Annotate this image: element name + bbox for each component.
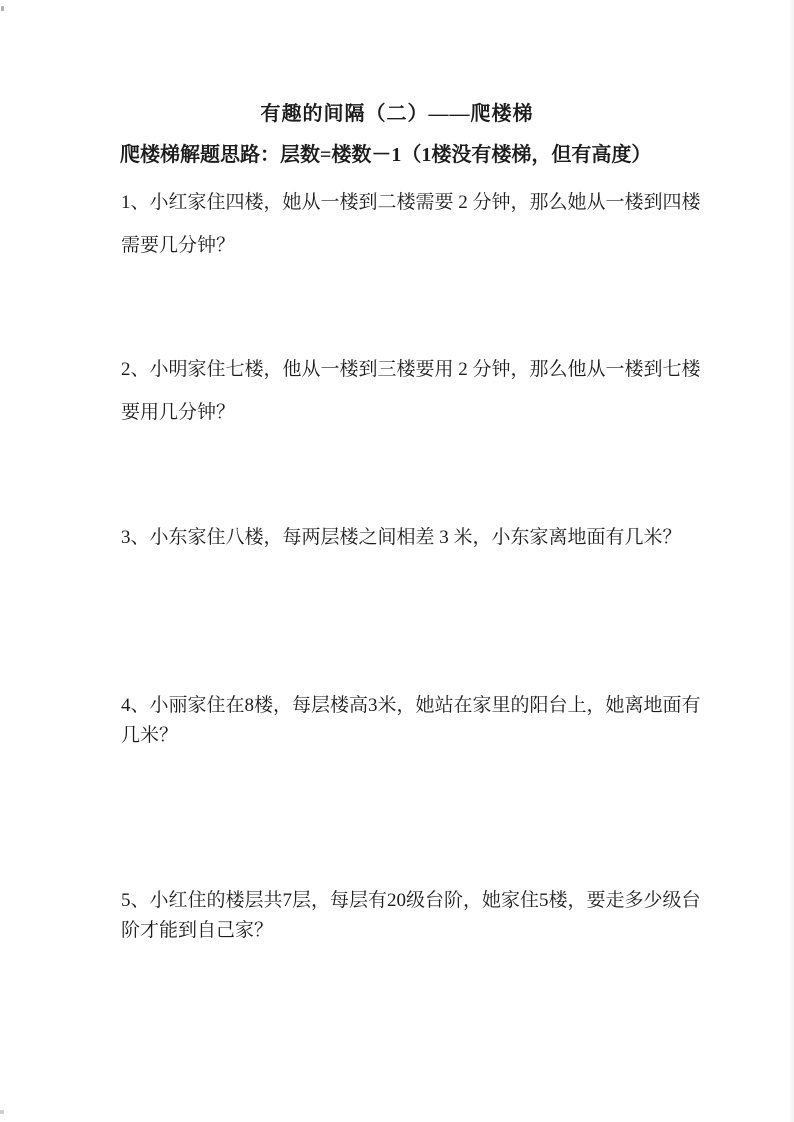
question-1-line-2: 需要几分钟？: [121, 235, 236, 256]
question-3-line-1: 3、小东家住八楼，每两层楼之间相差 3 米，小东家离地面有几米？: [121, 527, 682, 548]
solution-hint: 爬楼梯解题思路：层数=楼数－1（1楼没有楼梯，但有高度）: [120, 144, 652, 166]
question-1: [121, 181, 704, 267]
question-2: [121, 348, 704, 434]
question-5-line-1: 5、小红住的楼层共7层，每层有20级台阶，她家住5楼，要走多少级台: [121, 890, 701, 911]
question-2-line-1: 2、小明家住七楼，他从一楼到三楼要用 2 分钟，那么他从一楼到七楼: [121, 359, 701, 380]
worksheet-title: 有趣的间隔（二）——爬楼梯: [260, 103, 534, 125]
scan-artifact: [0, 1110, 4, 1114]
question-5-line-2: 阶才能到自己家？: [121, 920, 274, 941]
question-5: [121, 886, 704, 946]
question-4: [121, 691, 704, 751]
question-2-line-2: 要用几分钟？: [121, 402, 236, 423]
question-4-line-2: 几米？: [121, 725, 179, 746]
scan-edge-shadow: [789, 0, 794, 1122]
question-1-line-1: 1、小红家住四楼，她从一楼到二楼需要 2 分钟，那么她从一楼到四楼: [121, 192, 701, 213]
question-4-line-1: 4、小丽家住在8楼，每层楼高3米，她站在家里的阳台上，她离地面有: [121, 695, 701, 716]
scan-artifact: [1, 6, 4, 11]
question-3: [121, 516, 704, 559]
